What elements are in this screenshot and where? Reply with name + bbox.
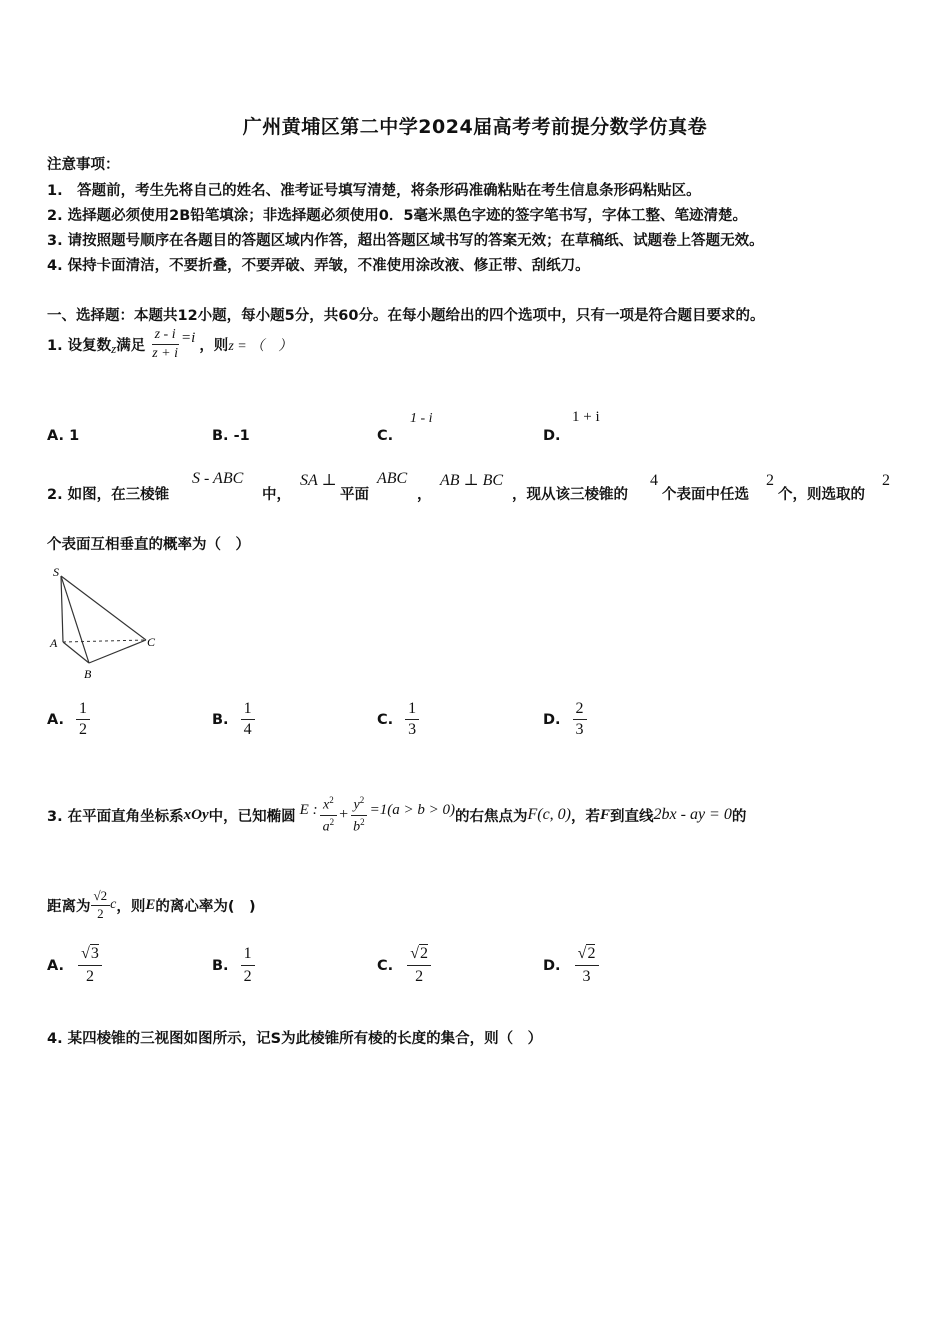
q3-b-sq: 2 <box>360 816 365 827</box>
exam-title: 广州黄埔区第二中学2024届高考考前提分数学仿真卷 <box>242 116 708 138</box>
q2-option-c-label: C. <box>377 711 394 728</box>
q1-ask: z = （ ） <box>228 338 293 354</box>
q3-option-a-frac <box>78 945 102 987</box>
q3-a-sq: 2 <box>329 816 335 827</box>
q1-option-b <box>212 425 250 444</box>
q2-math-4: AB ⊥ BC <box>440 472 504 489</box>
q3-a: a <box>322 819 330 835</box>
q2-text-4: ， <box>417 487 432 503</box>
q3-text-5: 到直线 <box>610 808 654 825</box>
q3-a-num-wrap: √3 <box>81 945 99 962</box>
q2-text-1: 2. 如图，在三棱锥 <box>47 487 170 503</box>
q2-option-a-label: A. <box>47 711 64 728</box>
q2-tetrahedron-figure <box>44 562 169 682</box>
q2-d-den: 3 <box>573 719 587 739</box>
q2-option-c <box>377 700 419 740</box>
q2-c-num: 1 <box>408 700 417 717</box>
q3-text-6: 的 <box>731 808 747 825</box>
q1-option-d-value: 1 + i <box>572 409 600 425</box>
edge-sb <box>61 576 89 663</box>
q3-d-den: 3 <box>575 965 599 986</box>
label-c: C <box>147 635 156 649</box>
notice-item-4: 4. 保持卡面清洁，不要折叠，不要弄破、弄皱，不准使用涂改液、修正带、刮纸刀。 <box>47 258 590 274</box>
question-3-line-1 <box>47 785 746 845</box>
q3-y: y <box>353 797 360 813</box>
q3-condition: =1(a > b > 0) <box>369 801 455 818</box>
q3-xoy: xOy <box>183 806 209 823</box>
q3-f: F <box>600 806 611 823</box>
q3-option-a <box>47 945 102 987</box>
label-b: B <box>84 667 92 681</box>
q3-d-num: 2 <box>587 945 596 962</box>
q3-option-b <box>212 945 255 987</box>
q1-frac-den: z + i <box>152 346 179 362</box>
q1-option-c-value: 1 - i <box>410 411 433 426</box>
q3-y-sq: 2 <box>359 794 365 805</box>
q2-option-c-frac <box>405 700 419 740</box>
label-a: A <box>50 636 58 650</box>
q1-option-c <box>377 425 393 444</box>
q3-text-3: 的右焦点为 <box>454 808 528 825</box>
edge-bc <box>89 640 146 663</box>
notice-item-2: 2. 选择题必须使用2B铅笔填涂；非选择题必须使用0．5毫米黑色字迹的签字笔书写，字体工整、笔迹清楚。 <box>47 208 747 224</box>
q3-option-d-frac <box>575 945 599 987</box>
q2-text-2: 中， <box>262 487 291 503</box>
q3-c-num: 2 <box>420 945 429 962</box>
q3-x-sq: 2 <box>329 794 334 805</box>
q2-option-b-label: B. <box>212 711 229 728</box>
q1-option-d-label: D. <box>543 428 561 444</box>
q2-num-2a: 2 <box>766 472 774 489</box>
q3-text-4: ，若 <box>571 808 600 825</box>
q3-option-c-frac <box>407 945 431 987</box>
q1-option-c-label: C. <box>377 428 394 444</box>
q2-text-5: ，现从该三棱锥的 <box>512 487 628 503</box>
q3-text-1: 3. 在平面直角坐标系 <box>47 808 184 825</box>
q2-num-2b: 2 <box>882 472 890 489</box>
q1-fraction <box>149 327 181 362</box>
q3-option-d <box>543 945 599 987</box>
q3-option-d-label: D. <box>543 957 561 974</box>
q1-then: ，则 <box>199 338 229 355</box>
q2-text-line2: 个表面互相垂直的概率为（ ） <box>47 537 250 553</box>
q3-line2-b: ，则 <box>116 898 146 915</box>
q2-option-a <box>47 700 90 740</box>
q3-frac-y <box>350 795 368 836</box>
q3-dist-den: 2 <box>97 905 104 921</box>
q3-distance-frac <box>91 889 111 922</box>
q3-c-num-wrap: √2 <box>410 945 429 962</box>
section-heading: 一、选择题：本题共12小题，每小题5分，共60分。在每小题给出的四个选项中，只有一项是符合题目要求的。 <box>47 308 765 324</box>
q2-b-den: 4 <box>241 719 255 739</box>
q1-mid: 满足 <box>116 338 146 355</box>
q2-num-4: 4 <box>650 472 658 489</box>
q3-a-den: 2 <box>78 965 102 986</box>
q2-c-den: 3 <box>405 719 419 739</box>
q1-option-b-label: B. <box>212 428 234 444</box>
notice-heading: 注意事项： <box>47 157 120 173</box>
q2-math-1: S - ABC <box>192 470 244 487</box>
q2-b-num: 1 <box>243 700 252 717</box>
q2-option-b-frac <box>241 700 255 740</box>
question-4: 4. 某四棱锥的三视图如图所示，记S为此棱锥所有棱的长度的集合，则（ ） <box>47 1031 543 1047</box>
q3-d-num-wrap: √2 <box>577 945 596 962</box>
q2-a-num: 1 <box>79 700 87 717</box>
q3-option-c <box>377 945 431 987</box>
question-1 <box>47 327 292 362</box>
q3-dist-num: √2 <box>91 889 111 906</box>
q2-a-den: 2 <box>76 719 90 739</box>
q2-option-d <box>543 700 587 740</box>
q3-a-num: 3 <box>90 945 99 962</box>
edge-sa <box>61 576 63 642</box>
q3-c-den: 2 <box>407 965 431 986</box>
edge-sc <box>61 576 146 640</box>
q3-option-b-label: B. <box>212 957 229 974</box>
q3-e-prefix: E : <box>299 801 318 818</box>
q2-option-b <box>212 700 255 740</box>
edge-ac-hidden <box>63 640 146 642</box>
q2-option-d-label: D. <box>543 711 561 728</box>
q1-option-a-value: 1 <box>69 428 80 444</box>
q3-b: b <box>353 819 361 835</box>
q3-b-den: 2 <box>241 965 255 986</box>
q2-text-3: 平面 <box>340 487 369 503</box>
q3-e: E <box>145 896 156 913</box>
q3-x: x <box>322 797 330 813</box>
q1-z: z <box>111 340 117 356</box>
q2-math-3: ABC <box>377 470 408 487</box>
q3-line-eq: 2bx - ay = 0 <box>653 806 732 823</box>
q2-text-7: 个，则选取的 <box>778 487 865 503</box>
q3-option-c-label: C. <box>377 957 394 974</box>
q1-prefix: 1. 设复数 <box>47 338 112 355</box>
notice-item-3: 3. 请按照题号顺序在各题目的答题区域内作答，超出答题区域书写的答案无效；在草稿纸、试题卷上答题无效。 <box>47 233 764 249</box>
q3-option-a-label: A. <box>47 957 64 974</box>
q1-option-b-value: -1 <box>233 428 250 444</box>
notice-item-1: 1. 答题前，考生先将自己的姓名、准考证号填写清楚，将条形码准确粘贴在考生信息条形码粘贴区。 <box>47 183 701 199</box>
q2-option-d-frac <box>573 700 587 740</box>
question-3-line-2 <box>47 880 256 930</box>
q3-line2-a: 距离为 <box>47 898 91 915</box>
q2-math-2: SA ⊥ <box>300 472 337 489</box>
q3-focus: F(c, 0) <box>527 806 571 823</box>
q1-option-a <box>47 425 79 444</box>
q1-frac-num: z - i <box>152 327 179 345</box>
q2-option-a-frac <box>76 700 90 740</box>
q3-dist-c: c <box>110 897 117 912</box>
q1-option-d <box>543 425 561 444</box>
q3-line2-c: 的离心率为( ) <box>155 898 256 915</box>
q2-d-num: 2 <box>575 700 584 717</box>
q3-b-num: 1 <box>243 945 252 962</box>
q3-text-2: 中，已知椭圆 <box>208 808 296 825</box>
q2-text-6: 个表面中任选 <box>662 487 749 503</box>
q3-frac-x <box>320 795 338 836</box>
q1-eq: =i <box>181 330 196 347</box>
label-s: S <box>53 565 59 579</box>
q1-option-a-label: A. <box>47 428 70 444</box>
q3-plus: + <box>339 806 349 823</box>
q3-option-b-frac <box>241 945 255 987</box>
